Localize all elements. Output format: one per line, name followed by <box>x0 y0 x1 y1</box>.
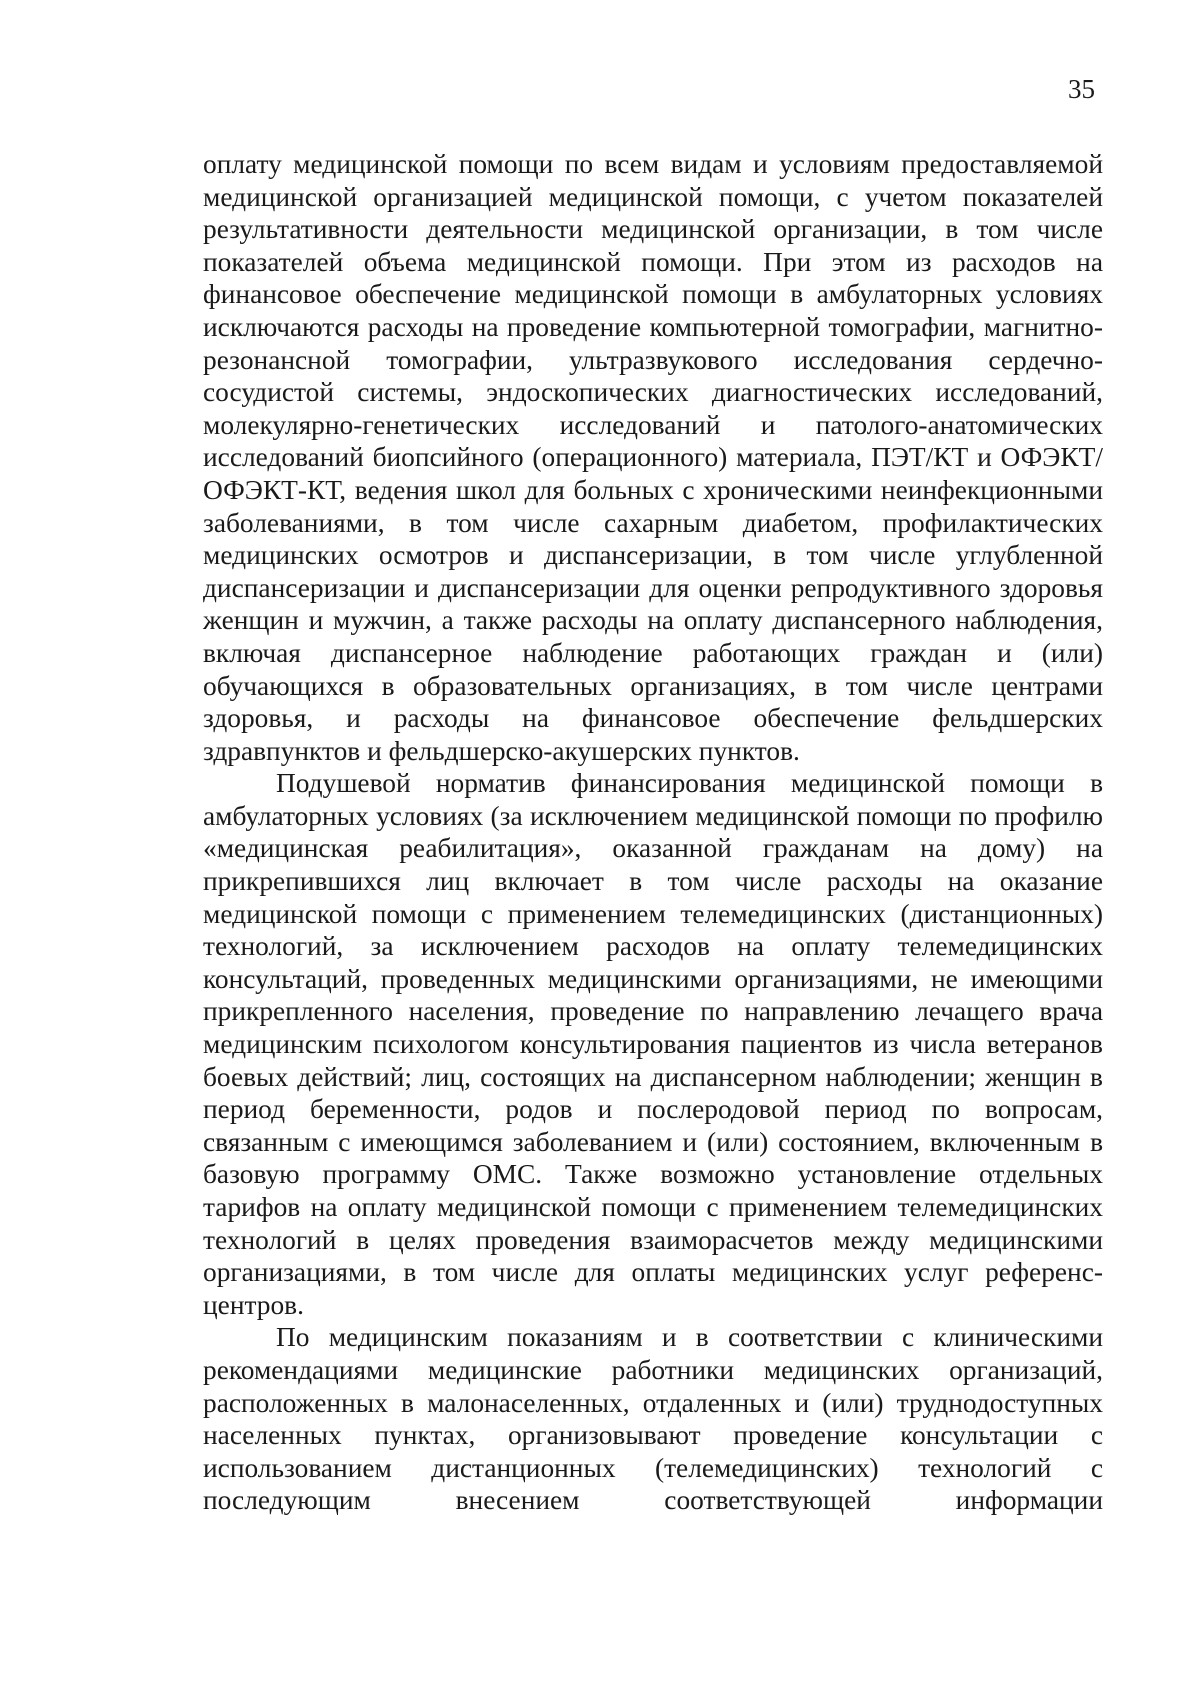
paragraph: Подушевой норматив финансирования медицинской помощи в амбулаторных условиях (за исключением медицинской помощи по профилю «медицинская реабилитация», оказанной гражданам на дому) на прикрепившихся лиц включает в том числе расходы на оказание медицинской помощи с применением телемедицинских (дистанционных) технологий, за исключением расходов на оплату телемедицинских консультаций, проведенных медицинскими организациями, не имеющими прикрепленного населения, проведение по направлению лечащего врача медицинским психологом консультирования пациентов из числа ветеранов боевых действий; лиц, состоящих на диспансерном наблюдении; женщин в период беременности, родов и послеродовой период по вопросам, связанным с имеющимся заболеванием и (или) состоянием, включенным в базовую программу ОМС. Также возможно установление отдельных тарифов на оплату медицинской помощи с применением телемедицинских технологий в целях проведения взаиморасчетов между медицинскими организациями, в том числе для оплаты медицинских услуг референс-центров. <box>203 768 1103 1320</box>
document-body <box>203 148 1103 1517</box>
page-number: 35 <box>1068 74 1095 104</box>
paragraph: оплату медицинской помощи по всем видам и условиям предоставляемой медицинской организацией медицинской помощи, с учетом показателей результативности деятельности медицинской организации, в том числе показателей объема медицинской помощи. При этом из расходов на финансовое обеспечение медицинской помощи в амбулаторных условиях исключаются расходы на проведение компьютерной томографии, магнитно-резонансной томографии, ультразвукового исследования сердечно-сосудистой системы, эндоскопических диагностических исследований, молекулярно-генетических исследований и патолого-анатомических исследований биопсийного (операционного) материала, ПЭТ/КТ и ОФЭКТ/ОФЭКТ-КТ, ведения школ для больных с хроническими неинфекционными заболеваниями, в том числе сахарным диабетом, профилактических медицинских осмотров и диспансеризации, в том числе углубленной диспансеризации и диспансеризации для оценки репродуктивного здоровья женщин и мужчин, а также расходы на оплату диспансерного наблюдения, включая диспансерное наблюдение работающих граждан и (или) обучающихся в образовательных организациях, в том числе центрами здоровья, и расходы на финансовое обеспечение фельдшерских здравпунктов и фельдшерско-акушерских пунктов. <box>203 149 1103 766</box>
paragraph: По медицинским показаниям и в соответствии с клиническими рекомендациями медицинские работники медицинских организаций, расположенных в малонаселенных, отдаленных и (или) труднодоступных населенных пунктах, организовывают проведение консультации с использованием дистанционных (телемедицинских) технологий с последующим внесением соответствующей информации <box>203 1322 1103 1516</box>
